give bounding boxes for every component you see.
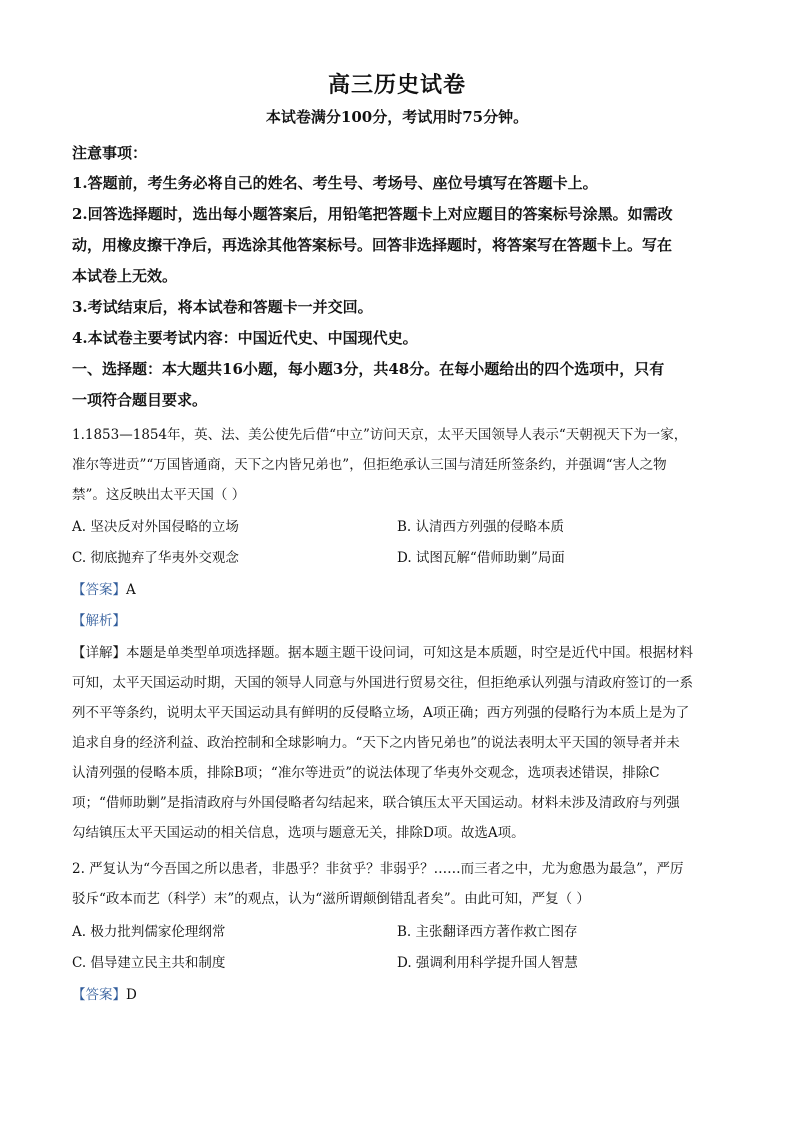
q2-option-d: D. 强调利用科学提升国人智慧 — [397, 955, 578, 971]
q1-detail-line: 勾结镇压太平天国运动的相关信息，选项与题意无关，排除D项。故选A项。 — [72, 825, 525, 841]
answer-value: D — [126, 987, 137, 1003]
q1-option-a: A. 坚决反对外国侵略的立场 — [72, 519, 239, 535]
q1-option-d: D. 试图瓦解“借师助剿”局面 — [397, 550, 565, 566]
page-subtitle: 本试卷满分100分，考试用时75分钟。 — [265, 108, 529, 126]
q1-answer — [72, 578, 136, 598]
answer-value: A — [126, 582, 136, 598]
answer-tag: 【答案】 — [72, 582, 126, 598]
q1-detail-line: 项；“借师助剿”是指清政府与外国侵略者勾结起来，联合镇压太平天国运动。材料未涉及清政府与列强 — [72, 795, 680, 811]
section-heading: 一、选择题：本大题共16小题，每小题3分，共48分。在每小题给出的四个选项中，只有 — [72, 360, 665, 378]
notes-line: 4.本试卷主要考试内容：中国近代史、中国现代史。 — [72, 329, 418, 347]
q2-option-b: B. 主张翻译西方著作救亡图存 — [397, 924, 578, 940]
q2-option-a: A. 极力批判儒家伦理纲常 — [72, 924, 226, 940]
notes-line: 1.答题前，考生务必将自己的姓名、考生号、考场号、座位号填写在答题卡上。 — [72, 174, 598, 192]
question-1-stem: 准尔等进贡”“万国皆通商，天下之内皆兄弟也”，但拒绝承认三国与清廷所签条约，并强调“害人之物 — [72, 457, 667, 473]
notes-line: 3.考试结束后，将本试卷和答题卡一并交回。 — [72, 298, 373, 316]
q1-analysis-tag — [72, 609, 126, 629]
question-1-stem: 禁”。这反映出太平天国（ ） — [72, 487, 246, 503]
question-2-stem: 2. 严复认为“今吾国之所以患者，非愚乎？非贫乎？非弱乎？……而三者之中，尤为愈愚为最急”，严厉 — [72, 861, 684, 877]
answer-tag: 【答案】 — [72, 987, 126, 1003]
q1-option-b: B. 认清西方列强的侵略本质 — [397, 519, 565, 535]
notes-line: 2.回答选择题时，选出每小题答案后，用铅笔把答题卡上对应题目的答案标号涂黑。如需改 — [72, 205, 673, 223]
q1-option-c: C. 彻底抛弃了华夷外交观念 — [72, 550, 239, 566]
q1-detail-line: 列不平等条约，说明太平天国运动具有鲜明的反侵略立场，A项正确；西方列强的侵略行为本质上是为了 — [72, 705, 690, 721]
q1-detail-line: 追求自身的经济利益、政治控制和全球影响力。“天下之内皆兄弟也”的说法表明太平天国的领导者并未 — [72, 735, 680, 751]
analysis-tag: 【解析】 — [72, 613, 126, 629]
notes-heading: 注意事项： — [72, 144, 148, 162]
q2-answer — [72, 983, 137, 1003]
notes-line: 动，用橡皮擦干净后，再选涂其他答案标号。回答非选择题时，将答案写在答题卡上。写在 — [72, 236, 673, 254]
question-2-stem: 驳斥“政本而艺（科学）末”的观点，认为“滋所谓颠倒错乱者矣”。由此可知，严复（ ） — [72, 891, 590, 907]
q1-detail-line: 【详解】本题是单类型单项选择题。据本题主题干设问词，可知这是本质题，时空是近代中国。根据材料 — [72, 645, 693, 661]
page-title: 高三历史试卷 — [327, 72, 466, 98]
question-1-stem: 1.1853—1854年，英、法、美公使先后借“中立”访问天京，太平天国领导人表示“天朝视天下为一家， — [72, 427, 688, 443]
q1-detail-line: 认清列强的侵略本质，排除B项；“准尔等进贡”的说法体现了华夷外交观念，选项表述错误，排除C — [72, 765, 660, 781]
q2-option-c: C. 倡导建立民主共和制度 — [72, 955, 226, 971]
notes-line: 本试卷上无效。 — [72, 267, 178, 285]
q1-detail-line: 可知，太平天国运动时期，天国的领导人同意与外国进行贸易交往，但拒绝承认列强与清政府签订的一系 — [72, 675, 693, 691]
section-heading: 一项符合题目要求。 — [72, 391, 208, 409]
